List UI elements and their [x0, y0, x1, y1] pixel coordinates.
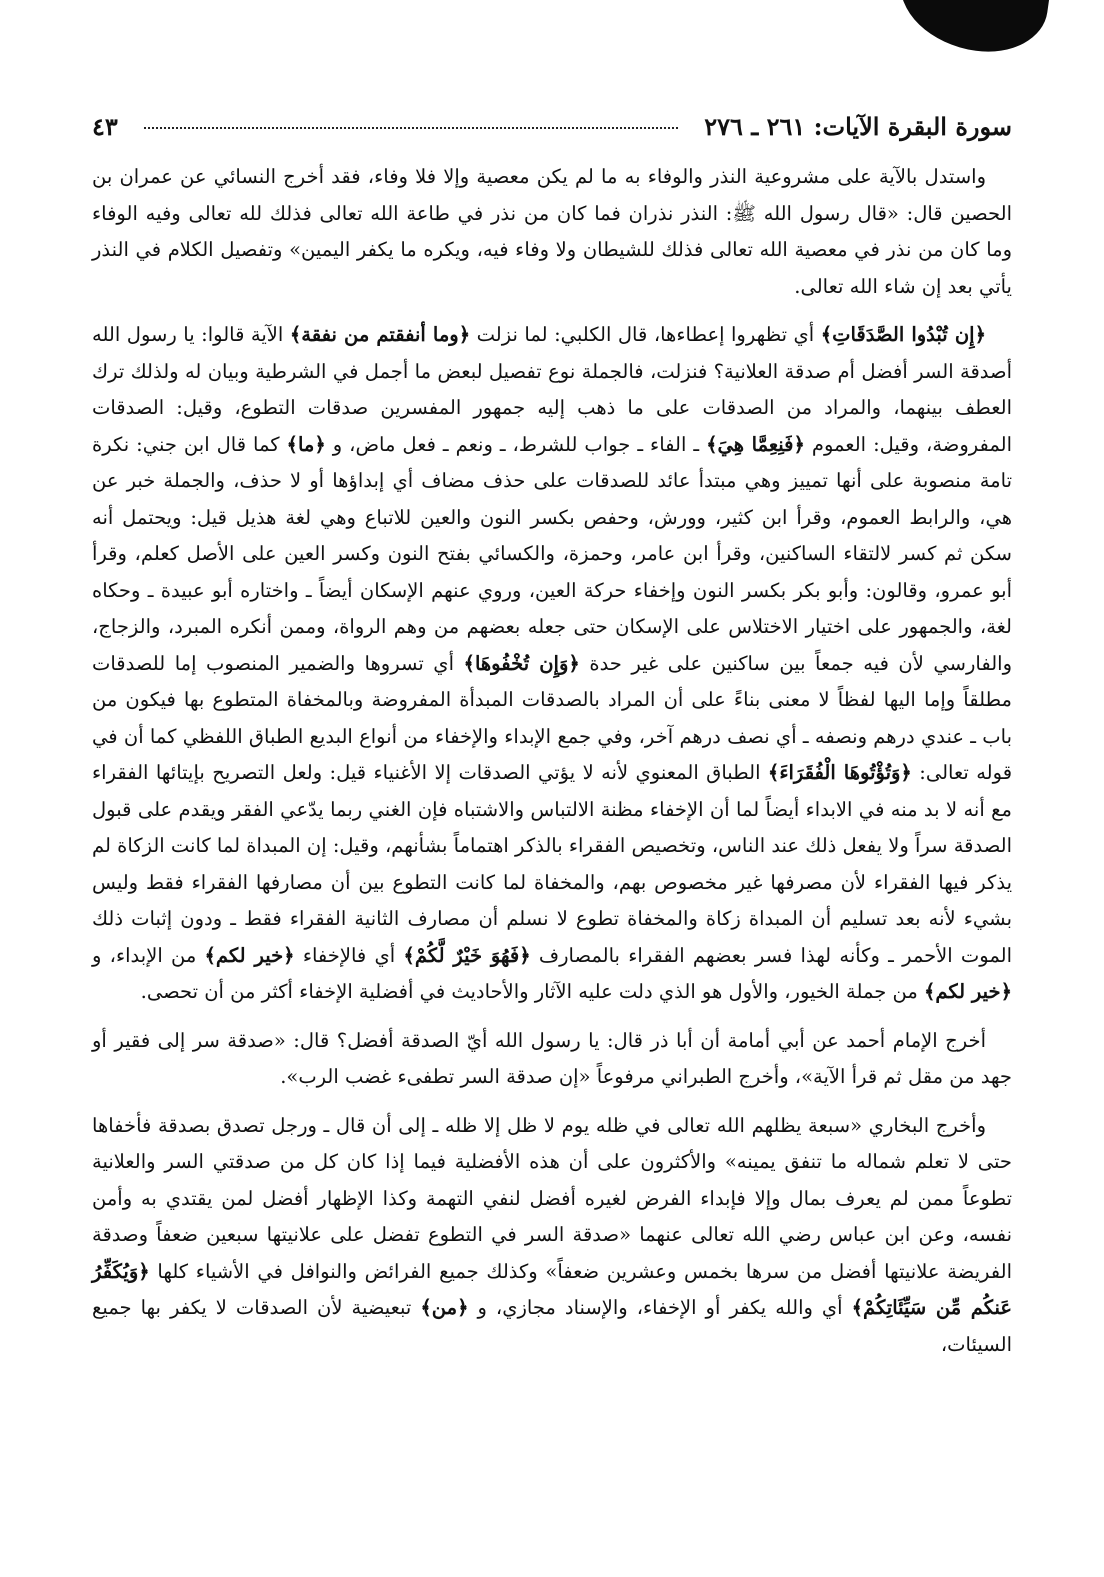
chapter-title: سورة البقرة الآيات: ٢٦١ ـ ٢٧٦: [704, 112, 1012, 141]
quran-quote: ﴿وَتُؤْتُوهَا الْفُقَرَاءَ﴾: [767, 761, 912, 784]
quran-quote: ﴿خير لكم﴾: [923, 980, 1012, 1003]
text-run: واستدل بالآية على مشروعية النذر والوفاء به ما لم يكن معصية وإلا فلا وفاء، فقد أخرج النسائي عن عمران بن الحصين قال: «قال رسول الله ﷺ: النذر نذران فما كان من نذر في طاعة الله تعالى فذلك لله تعالى وفيه الوفاء وما كان من نذر في معصية الله تعالى فذلك للشيطان ولا وفاء فيه، ويكره ما يكفر اليمين» وتفصيل الكلام في النذر يأتي بعد إن شاء الله تعالى.: [92, 165, 1012, 298]
text-run: أي فالإخفاء: [294, 943, 404, 967]
text-run: أي والله يكفر أو الإخفاء، والإسناد مجازي، و: [468, 1296, 852, 1319]
quran-quote: ﴿خير لكم﴾: [204, 943, 295, 967]
quran-quote: ﴿وما أنفقتم من نفقة﴾: [289, 323, 471, 346]
text-run: أي تسروها والضمير المنصوب إما للصدقات مطلقاً وإما اليها لفظاً لا معنى بناءً على أن المراد بالصدقات المبدأة المفروضة وبالمخفاة المتطوع بها فيكون من باب ـ عندي درهم ونصفه ـ أي نصف درهم آخر، وفي جمع الإبداء والإخفاء من أنواع البديع الطباق اللفظي كما أن في قوله تعالى:: [92, 651, 1013, 784]
paragraph: [92, 1023, 1012, 1096]
paragraph: [92, 317, 1012, 1011]
quran-quote: ﴿من﴾: [420, 1296, 469, 1319]
quran-quote: ﴿وَإِن تُخْفُوهَا﴾: [463, 651, 580, 675]
quran-quote: ﴿ما﴾: [286, 432, 326, 456]
text-run: من جملة الخيور، والأول هو الذي دلت عليه الآثار والأحاديث في أفضلية الإخفاء أكثر من أن تحصى.: [140, 980, 924, 1003]
text-run: ـ الفاء ـ جواب للشرط، ـ ونعم ـ فعل ماض، و: [325, 432, 707, 456]
text-run: أخرج الإمام أحمد عن أبي أمامة أن أبا ذر قال: يا رسول الله أيّ الصدقة أفضل؟ قال: «صدقة سر إلى فقير أو جهد من مقل ثم قرأ الآية»، وأخرج الطبراني مرفوعاً «إن صدقة السر تطفىء غضب الرب».: [92, 1028, 1012, 1088]
paragraph: [92, 1108, 1012, 1364]
quran-quote: ﴿فَنِعِمَّا هِيَ﴾: [706, 432, 805, 456]
paragraph: [92, 159, 1012, 305]
text-run: كما قال ابن جني: نكرة تامة منصوبة على أنها تمييز وهي مبتدأ عائد للصدقات على حذف مضاف أي إبداؤها أو لا حذف، والجملة خبر عن هي، والرابط العموم، وقرأ ابن كثير، وورش، وحفص بكسر النون والعين للاتباع وهي لغة هذيل قيل: ويحتمل أنه سكن ثم كسر لالتقاء الساكنين، وقرأ ابن عامر، وحمزة، والكسائي بفتح النون وكسر العين على الأصل كعلم، وقرأ أبو عمرو، وقالون: وأبو بكر بكسر النون وإخفاء حركة العين، وروي عنهم الإسكان أيضاً ـ واختاره أبو عبيدة ـ وحكاه لغة، والجمهور على اختيار الاختلاس على الإسكان حتى جعله بعضهم من وهم الرواة، وممن أنكره المبرد، والزجاج، والفارسي لأن فيه جمعاً بين ساكنين على غير حدة: [92, 432, 1012, 675]
text-run: وأخرج البخاري «سبعة يظلهم الله تعالى في ظله يوم لا ظل إلا ظله ـ إلى أن قال ـ ورجل تصدق بصدقة فأخفاها حتى لا تعلم شماله ما تنفق يمينه» والأكثرون على أن هذه الأفضلية فيما إذا كان كل من صدقتي السر والعلانية تطوعاً ممن لم يعرف بمال وإلا فإبداء الفرض لغيره أفضل لنفي التهمة وكذا الإظهار أفضل لمن يقتدي به وأمن نفسه، وعن ابن عباس رضي الله تعالى عنهما «صدقة السر في التطوع تفضل على علانيتها سبعين ضعفاً وصدقة الفريضة علانيتها أفضل من سرها بخمس وعشرين ضعفاً» وكذلك جميع الفرائض والنوافل في الأشياء كلها: [92, 1113, 1012, 1283]
body-text: [92, 159, 1012, 1363]
quran-quote: ﴿وَيُكَفِّرُ عَنكُم مِّن سَيِّئَاتِكُمْ﴾: [92, 1259, 1013, 1319]
scan-ink-blot: [892, 0, 1056, 60]
quran-quote: ﴿إِن تُبْدُوا الصَّدَقَاتِ﴾: [820, 323, 986, 346]
text-run: تبعيضية لأن الصدقات لا يكفر بها جميع السيئات،: [92, 1296, 1012, 1356]
page-number: ٤٣: [92, 112, 118, 141]
quran-quote: ﴿فَهُوَ خَيْرٌ لَّكُمْ﴾: [403, 943, 531, 967]
book-page: [92, 112, 1012, 1375]
text-run: الآية قالوا: يا رسول الله أصدقة السر أفضل أم صدقة العلانية؟ فنزلت، فالجملة نوع تفصيل لبعض ما أجمل في الشرطية وبيان له ولذلك ترك العطف بينهما، والمراد من الصدقات على ما ذهب إليه جمهور المفسرين صدقات التطوع، وقيل: الصدقات المفروضة، وقيل: العموم: [92, 323, 1012, 456]
text-run: الطباق المعنوي لأنه لا يؤتي الصدقات إلا الأغنياء قيل: ولعل التصريح بإيتائها الفقراء مع أنه لا بد منه في الابداء أيضاً لما أن الإخفاء مظنة الالتباس والاشتباه فإن الغني ربما يدّعي الفقر ويقدم على قبول الصدقة سراً ولا يفعل ذلك عند الناس، وتخصيص الفقراء بالذكر اهتماماً بشأنهم، وقيل: إن المبداة لما كانت الزكاة لم يذكر فيها الفقراء لأن مصرفها غير مخصوص بهم، والمخفاة لما كانت التطوع بين أن مصارفها الفقراء فقط وليس بشيء لأنه بعد تسليم أن المبداة زكاة والمخفاة تطوع لا نسلم أن مصارف الثانية الفقراء فقط ـ ودون إثبات ذلك الموت الأحمر ـ وكأنه لهذا فسر بعضهم الفقراء بالمصارف: [92, 761, 1012, 967]
text-run: أي تظهروا إعطاءها، قال الكلبي: لما نزلت: [470, 323, 821, 346]
text-run: من الإبداء، و: [92, 943, 205, 967]
running-header: [92, 112, 1012, 149]
header-dotted-leader: [144, 127, 678, 129]
